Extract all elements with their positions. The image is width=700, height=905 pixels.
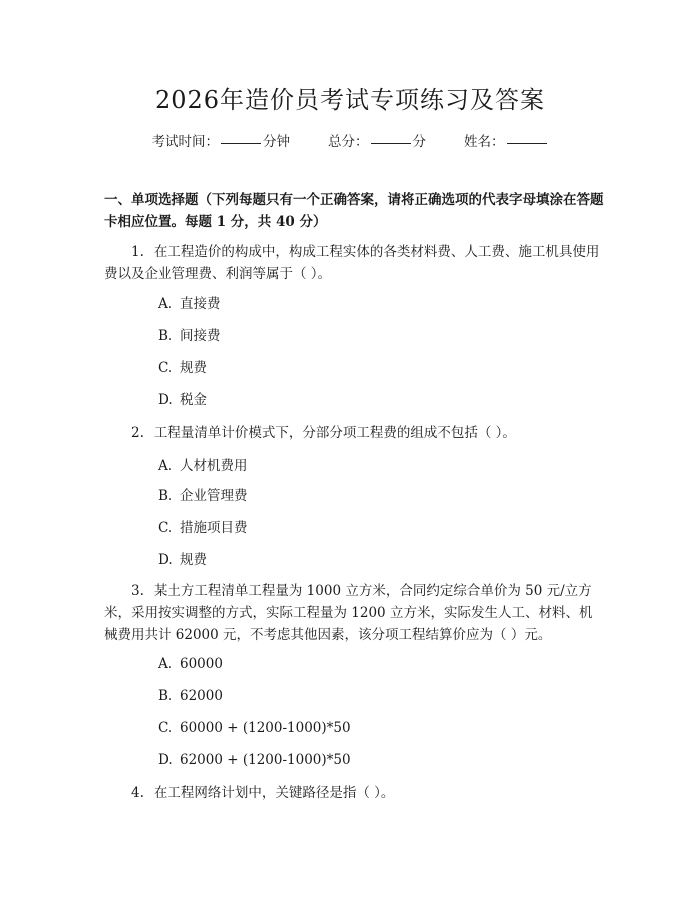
option-text: 人材机费用 — [180, 458, 248, 474]
option-text: 间接费 — [180, 328, 221, 344]
question-text: 在工程造价的构成中，构成工程实体的各类材料费、人工费、施工机具使用费以及企业管理费、利润等属于（ ）。 — [104, 244, 600, 282]
option-letter: C. — [158, 360, 173, 376]
time-label: 考试时间： — [151, 134, 219, 150]
question-number: 3. — [131, 583, 144, 599]
score-label: 总分： — [328, 134, 369, 150]
option-letter: C. — [158, 720, 173, 736]
option-letter: B. — [158, 488, 173, 504]
option-letter: A. — [158, 656, 173, 672]
option-text: 措施项目费 — [180, 520, 248, 536]
option-1d — [158, 390, 207, 410]
score-blank — [371, 142, 411, 144]
question-number: 2. — [131, 425, 144, 441]
option-3c — [158, 718, 351, 738]
question-text: 在工程网络计划中，关键路径是指（ ）。 — [153, 785, 395, 801]
option-letter: A. — [158, 296, 173, 312]
option-3a — [158, 654, 223, 674]
option-text: 60000 + (1200-1000)*50 — [180, 720, 351, 736]
option-1c — [158, 358, 207, 378]
option-letter: B. — [158, 328, 173, 344]
option-2d — [158, 550, 207, 570]
option-text: 企业管理费 — [180, 488, 248, 504]
option-1a — [158, 294, 221, 314]
exam-meta — [0, 130, 700, 150]
question-2 — [104, 422, 604, 444]
exam-name — [464, 130, 549, 150]
score-unit: 分 — [412, 134, 426, 150]
name-label: 姓名： — [464, 134, 505, 150]
option-letter: C. — [158, 520, 173, 536]
page-title: 2026年造价员考试专项练习及答案 — [154, 86, 546, 114]
option-text: 规费 — [180, 552, 207, 568]
option-text: 税金 — [180, 392, 207, 408]
time-blank — [221, 142, 261, 144]
time-unit: 分钟 — [263, 134, 290, 150]
exam-time — [152, 130, 291, 150]
option-letter: D. — [158, 752, 173, 768]
option-letter: B. — [158, 688, 173, 704]
option-text: 规费 — [180, 360, 207, 376]
option-text: 直接费 — [180, 296, 221, 312]
name-blank — [507, 142, 547, 144]
option-1b — [158, 326, 221, 346]
question-3 — [104, 580, 604, 646]
option-letter: A. — [158, 458, 173, 474]
question-text: 工程量清单计价模式下，分部分项工程费的组成不包括（ ）。 — [153, 425, 516, 441]
option-text: 60000 — [180, 656, 223, 672]
question-number: 1. — [131, 244, 144, 260]
option-letter: D. — [158, 392, 173, 408]
question-4 — [104, 782, 604, 804]
option-3b — [158, 686, 223, 706]
option-2c — [158, 518, 248, 538]
option-2a — [158, 456, 248, 476]
option-text: 62000 — [180, 688, 223, 704]
section-heading: 一、单项选择题（下列每题只有一个正确答案，请将正确选项的代表字母填涂在答题卡相应位置。每题 1 分，共 40 分） — [104, 192, 604, 230]
option-2b — [158, 486, 248, 506]
question-1 — [104, 241, 604, 285]
exam-score — [328, 130, 426, 150]
question-text: 某土方工程清单工程量为 1000 立方米，合同约定综合单价为 50 元/立方米，采用按实调整的方式，实际工程量为 1200 立方米，实际发生人工、材料、机械费用共计 62000 元，不考虑其他因素，该分项工程结算价应为（ ）元。 — [104, 583, 593, 643]
option-text: 62000 + (1200-1000)*50 — [180, 752, 351, 768]
option-letter: D. — [158, 552, 173, 568]
option-3d — [158, 750, 351, 770]
question-number: 4. — [131, 785, 144, 801]
